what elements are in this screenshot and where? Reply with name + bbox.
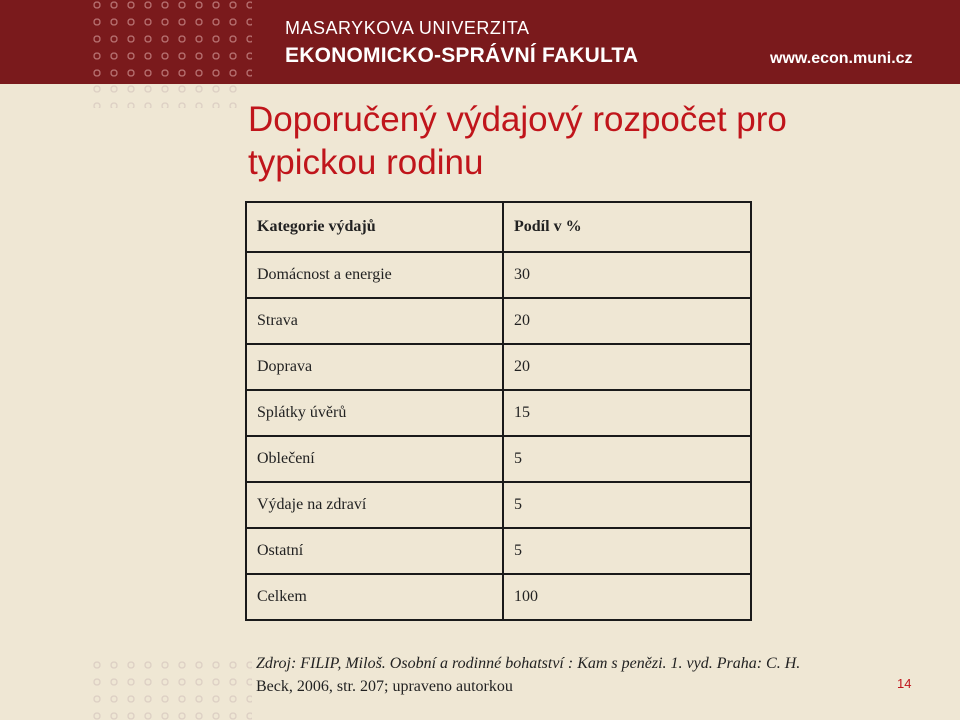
share-cell: 20 bbox=[503, 344, 751, 390]
budget-table bbox=[245, 201, 752, 621]
share-cell: 5 bbox=[503, 528, 751, 574]
category-cell: Domácnost a energie bbox=[246, 252, 503, 298]
table-header-row bbox=[246, 202, 751, 252]
share-cell: 30 bbox=[503, 252, 751, 298]
category-cell: Doprava bbox=[246, 344, 503, 390]
share-cell: 20 bbox=[503, 298, 751, 344]
table-row bbox=[246, 252, 751, 298]
share-cell: 5 bbox=[503, 482, 751, 528]
table-row bbox=[246, 390, 751, 436]
page-number: 14 bbox=[897, 676, 912, 691]
title-line-2: typickou rodinu bbox=[248, 143, 484, 182]
table-row bbox=[246, 344, 751, 390]
table-row bbox=[246, 298, 751, 344]
category-cell: Celkem bbox=[246, 574, 503, 620]
category-cell: Strava bbox=[246, 298, 503, 344]
decorative-dots-top bbox=[92, 84, 242, 108]
citation-line-2a: Beck, 2006, str. 207; bbox=[256, 678, 393, 695]
category-cell: Výdaje na zdraví bbox=[246, 482, 503, 528]
university-name: MASARYKOVA UNIVERZITA bbox=[285, 18, 530, 38]
citation-line-1: Zdroj: FILIP, Miloš. Osobní a rodinné bohatství : Kam s penězi. 1. vyd. Praha: C. H. bbox=[256, 655, 801, 672]
column-header-share: Podíl v % bbox=[503, 202, 751, 252]
citation-line-2b: upraveno autorkou bbox=[392, 678, 513, 695]
slide-title bbox=[248, 98, 928, 184]
share-cell: 5 bbox=[503, 436, 751, 482]
table-row bbox=[246, 436, 751, 482]
category-cell: Oblečení bbox=[246, 436, 503, 482]
category-cell: Splátky úvěrů bbox=[246, 390, 503, 436]
table-row bbox=[246, 528, 751, 574]
share-cell: 15 bbox=[503, 390, 751, 436]
title-line-1: Doporučený výdajový rozpočet pro bbox=[248, 100, 787, 139]
table-row-total bbox=[246, 574, 751, 620]
source-citation bbox=[256, 652, 916, 698]
website-link[interactable]: www.econ.muni.cz bbox=[770, 50, 913, 67]
decorative-dots-bottom bbox=[92, 660, 252, 720]
header-dot-pattern bbox=[92, 0, 252, 84]
share-cell: 100 bbox=[503, 574, 751, 620]
table-row bbox=[246, 482, 751, 528]
category-cell: Ostatní bbox=[246, 528, 503, 574]
column-header-category: Kategorie výdajů bbox=[246, 202, 503, 252]
faculty-name: EKONOMICKO-SPRÁVNÍ FAKULTA bbox=[285, 44, 639, 67]
header-bar bbox=[0, 0, 960, 84]
